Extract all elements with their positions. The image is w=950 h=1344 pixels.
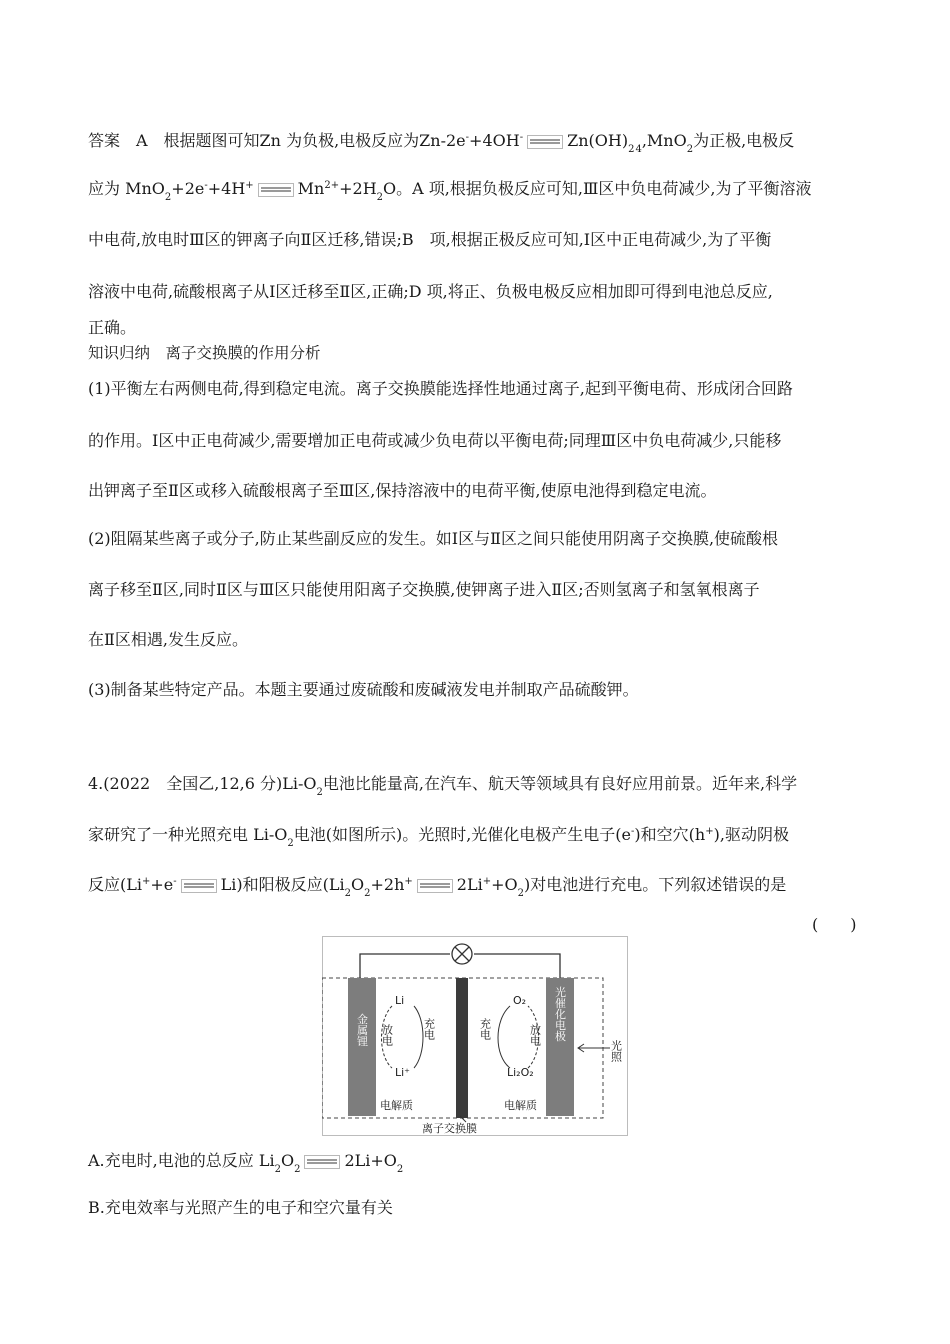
question-line-3: 反应(Li++e- Li)和阳极反应($Li_2O_2+2h^+$ $2Li^++O_2$)对电池进行充电。下列叙述错误的是 — [88, 875, 787, 899]
answer-line-2: 应为 MnO$_2$+2e-+4H+ $Mn^{2+}+2H_2O$。A 项,根据负极反应可知,Ⅲ区中负电荷减少,为了平衡溶液 — [88, 179, 812, 203]
knowledge-p1-line-2: 的作用。Ⅰ区中正电荷减少,需要增加正电荷或减少负电荷以平衡电荷;同理Ⅲ区中负电荷减少,只能移 — [88, 431, 782, 450]
knowledge-p2-line-1: (2)阻隔某些离子或分子,防止某些副反应的发生。如Ⅰ区与Ⅱ区之间只能使用阴离子交换膜,使硫酸根 — [88, 529, 779, 548]
knowledge-p2-line-2: 离子移至Ⅱ区,同时Ⅱ区与Ⅲ区只能使用阳离子交换膜,使钾离子进入Ⅱ区;否则氢离子和氢氧根离子 — [88, 580, 760, 599]
right-discharge-label: 放电 — [528, 1024, 542, 1046]
right-charge-label: 充电 — [478, 1018, 492, 1040]
battery-diagram — [322, 936, 628, 1136]
lamp-icon — [452, 944, 472, 964]
li-ion-label: Li⁺ — [395, 1066, 410, 1079]
electrolyte-left-label: 电解质 — [380, 1099, 413, 1112]
equals-sign-icon — [304, 1155, 340, 1169]
left-discharge-label: 放电 — [380, 1024, 394, 1046]
answer-line-1: 答案 A 根据题图可知Zn 为负极,电极反应为Zn-2e-+4OH- $Zn(OH)_{2 4},MnO_2$为正极,电极反 — [88, 131, 795, 155]
light-label: 光照 — [609, 1040, 623, 1062]
membrane-label: 离子交换膜 — [422, 1122, 477, 1135]
li2o2-label: Li₂O₂ — [507, 1066, 534, 1079]
equals-sign-icon — [181, 879, 217, 893]
left-electrode-label: 金属锂 — [355, 1013, 369, 1047]
answer-line-3: 中电荷,放电时Ⅲ区的钾离子向Ⅱ区迁移,错误;B 项,根据正极反应可知,Ⅰ区中正电荷减少,为了平衡 — [88, 230, 772, 249]
lithium-electrode — [348, 978, 376, 1116]
knowledge-p3: (3)制备某些特定产品。本题主要通过废硫酸和废碱液发电并制取产品硫酸钾。 — [88, 680, 639, 699]
knowledge-heading: 知识归纳 离子交换膜的作用分析 — [88, 344, 321, 362]
answer-bracket: ( ) — [812, 915, 857, 934]
equals-sign-icon — [258, 183, 294, 197]
equals-sign-icon — [417, 879, 453, 893]
question-line-2: 家研究了一种光照充电 $Li-O_2$电池(如图所示)。光照时,光催化电极产生电子(e-)和空穴(h+),驱动阴极 — [88, 825, 789, 849]
electrolyte-right-label: 电解质 — [504, 1099, 537, 1112]
answer-line-4: 溶液中电荷,硫酸根离子从Ⅰ区迁移至Ⅱ区,正确;D 项,将正、负极电极反应相加即可得到电池总反应, — [88, 282, 773, 301]
option-a: A.充电时,电池的总反应 $Li_2O_2$ $2Li+O_2$ — [88, 1151, 404, 1175]
o2-label: O₂ — [513, 994, 527, 1007]
ion-exchange-membrane — [456, 978, 468, 1118]
knowledge-p2-line-3: 在Ⅱ区相遇,发生反应。 — [88, 630, 248, 649]
knowledge-p1-line-3: 出钾离子至Ⅱ区或移入硫酸根离子至Ⅲ区,保持溶液中的电荷平衡,使原电池得到稳定电流。 — [88, 481, 717, 500]
right-electrode-label: 光催化电极 — [553, 986, 567, 1042]
left-charge-label: 充电 — [422, 1018, 436, 1040]
li-label: Li — [395, 994, 405, 1007]
equals-sign-icon — [527, 135, 563, 149]
option-b: B.充电效率与光照产生的电子和空穴量有关 — [88, 1198, 393, 1217]
answer-line-5: 正确。 — [88, 318, 137, 337]
knowledge-p1-line-1: (1)平衡左右两侧电荷,得到稳定电流。离子交换膜能选择性地通过离子,起到平衡电荷、形成闭合回路 — [88, 379, 793, 398]
question-line-1: 4.(2022 全国乙,12,6 分)$Li-O_2$电池比能量高,在汽车、航天等领域具有良好应用前景。近年来,科学 — [88, 774, 798, 798]
